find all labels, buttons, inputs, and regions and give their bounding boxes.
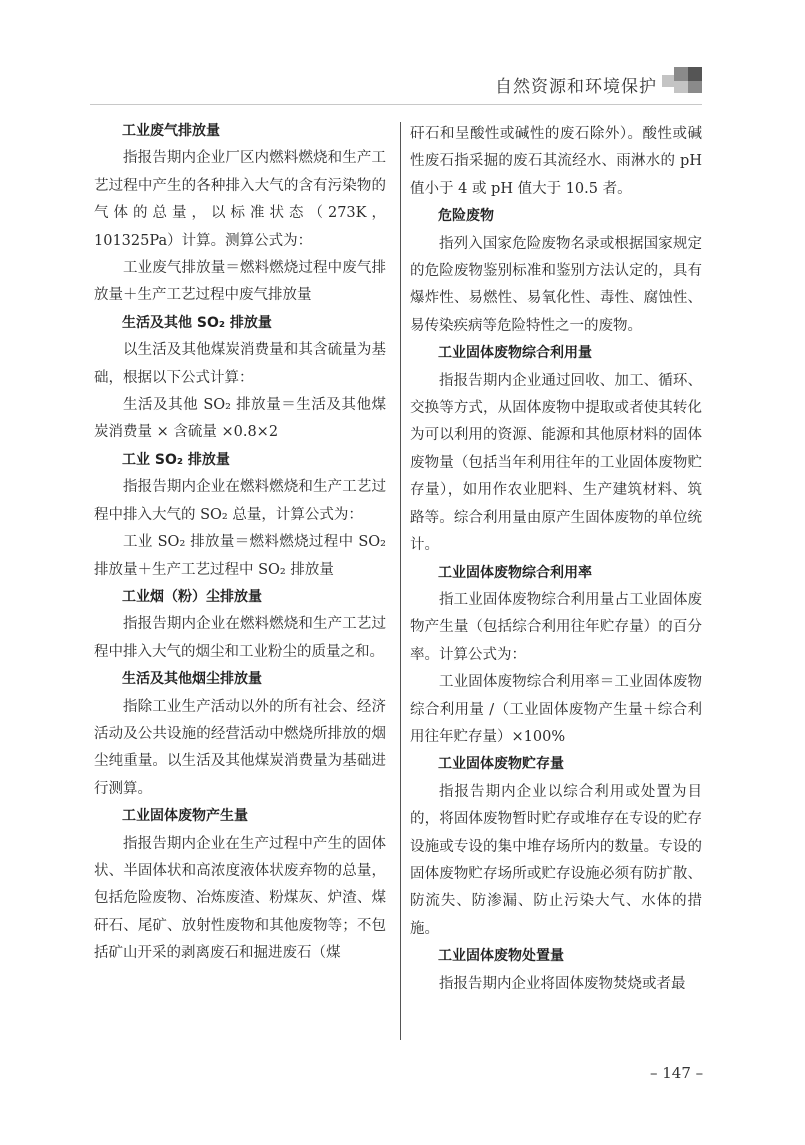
paragraph: 指列入国家危险废物名录或根据国家规定的危险废物鉴别标准和鉴别方法认定的，具有爆炸性、易燃性、易氧化性、毒性、腐蚀性、易传染疾病等危险特性之一的废物。	[410, 235, 702, 334]
deco-block	[674, 67, 688, 81]
section-heading: 工业固体废物处置量	[438, 948, 564, 965]
paragraph: 指报告期内企业厂区内燃料燃烧和生产工艺过程中产生的各种排入大气的含有污染物的气体的总量，以标准状态（273K，101325Pa）计算。测算公式为：	[94, 150, 386, 249]
deco-block	[674, 81, 688, 93]
header-decoration-blocks	[662, 67, 702, 97]
deco-block	[688, 81, 702, 93]
paragraph: 指报告期内企业在生产过程中产生的固体状、半固体状和高浓度液体状废弃物的总量，包括危险废物、冶炼废渣、粉煤灰、炉渣、煤矸石、尾矿、放射性废物和其他废物等；不包括矿山开采的剥离废石和掘进废石（煤	[94, 835, 386, 962]
paragraph: 以生活及其他煤炭消费量和其含硫量为基础，根据以下公式计算：	[94, 342, 386, 386]
paragraph: 指报告期内企业在燃料燃烧和生产工艺过程中排入大气的 SO₂ 总量，计算公式为：	[94, 479, 386, 523]
section-heading: 工业固体废物综合利用量	[438, 345, 592, 362]
paragraph: 指报告期内企业将固体废物焚烧或者最	[439, 975, 686, 992]
section-heading: 工业废气排放量	[122, 123, 220, 139]
deco-block	[688, 67, 702, 81]
section-heading: 危险废物	[438, 208, 494, 225]
paragraph: 指报告期内企业通过回收、加工、循环、交换等方式，从固体废物中提取或者使其转化为可以利用的资源、能源和其他原材料的固体废物量（包括当年利用往年的工业固体废物贮存量），如用作农业肥料、生产建筑材料、筑路等。综合利用量由原产生固体废物的单位统计。	[410, 372, 702, 554]
column-divider	[400, 122, 401, 1040]
section-heading: 工业烟（粉）尘排放量	[122, 588, 262, 605]
paragraph: 指报告期内企业在燃料燃烧和生产工艺过程中排入大气的烟尘和工业粉尘的质量之和。	[94, 616, 386, 660]
left-column	[94, 118, 386, 968]
paragraph: 工业废气排放量＝燃料燃烧过程中废气排放量＋生产工艺过程中废气排放量	[94, 260, 386, 304]
section-heading: 工业固体废物综合利用率	[438, 564, 592, 581]
paragraph: 工业 SO₂ 排放量＝燃料燃烧过程中 SO₂ 排放量＋生产工艺过程中 SO₂ 排放量	[94, 534, 386, 578]
running-header	[0, 0, 805, 110]
section-heading: 工业固体废物产生量	[122, 808, 248, 825]
section-heading: 工业 SO₂ 排放量	[122, 451, 230, 468]
paragraph: 指除工业生产活动以外的所有社会、经济活动及公共设施的经营活动中燃烧所排放的烟尘纯重量。以生活及其他煤炭消费量为基础进行测算。	[94, 698, 386, 797]
header-rule	[90, 104, 702, 105]
header-title: 自然资源和环境保护	[495, 77, 657, 97]
paragraph: 指工业固体废物综合利用量占工业固体废物产生量（包括综合利用往年贮存量）的百分率。计算公式为：	[410, 591, 702, 663]
page-number: – 147 –	[650, 1064, 704, 1082]
section-heading: 生活及其他 SO₂ 排放量	[122, 314, 272, 331]
section-heading: 生活及其他烟尘排放量	[122, 671, 262, 688]
section-heading: 工业固体废物贮存量	[438, 756, 564, 773]
paragraph: 工业固体废物综合利用率＝工业固体废物综合利用量 /（工业固体废物产生量＋综合利用往年贮存量）×100%	[410, 674, 702, 745]
paragraph-continued: 矸石和呈酸性或碱性的废石除外）。酸性或碱性废石指采掘的废石其流经水、雨淋水的 pH 值小于 4 或 pH 值大于 10.5 者。	[410, 126, 702, 197]
deco-block	[662, 75, 674, 87]
paragraph: 指报告期内企业以综合利用或处置为目的，将固体废物暂时贮存或堆存在专设的贮存设施或专设的集中堆存场所内的数量。专设的固体废物贮存场所或贮存设施必须有防扩散、防流失、防渗漏、防止污染大气、水体的措施。	[410, 783, 702, 937]
right-column	[410, 121, 702, 998]
paragraph: 生活及其他 SO₂ 排放量＝生活及其他煤炭消费量 × 含硫量 ×0.8×2	[94, 397, 386, 441]
